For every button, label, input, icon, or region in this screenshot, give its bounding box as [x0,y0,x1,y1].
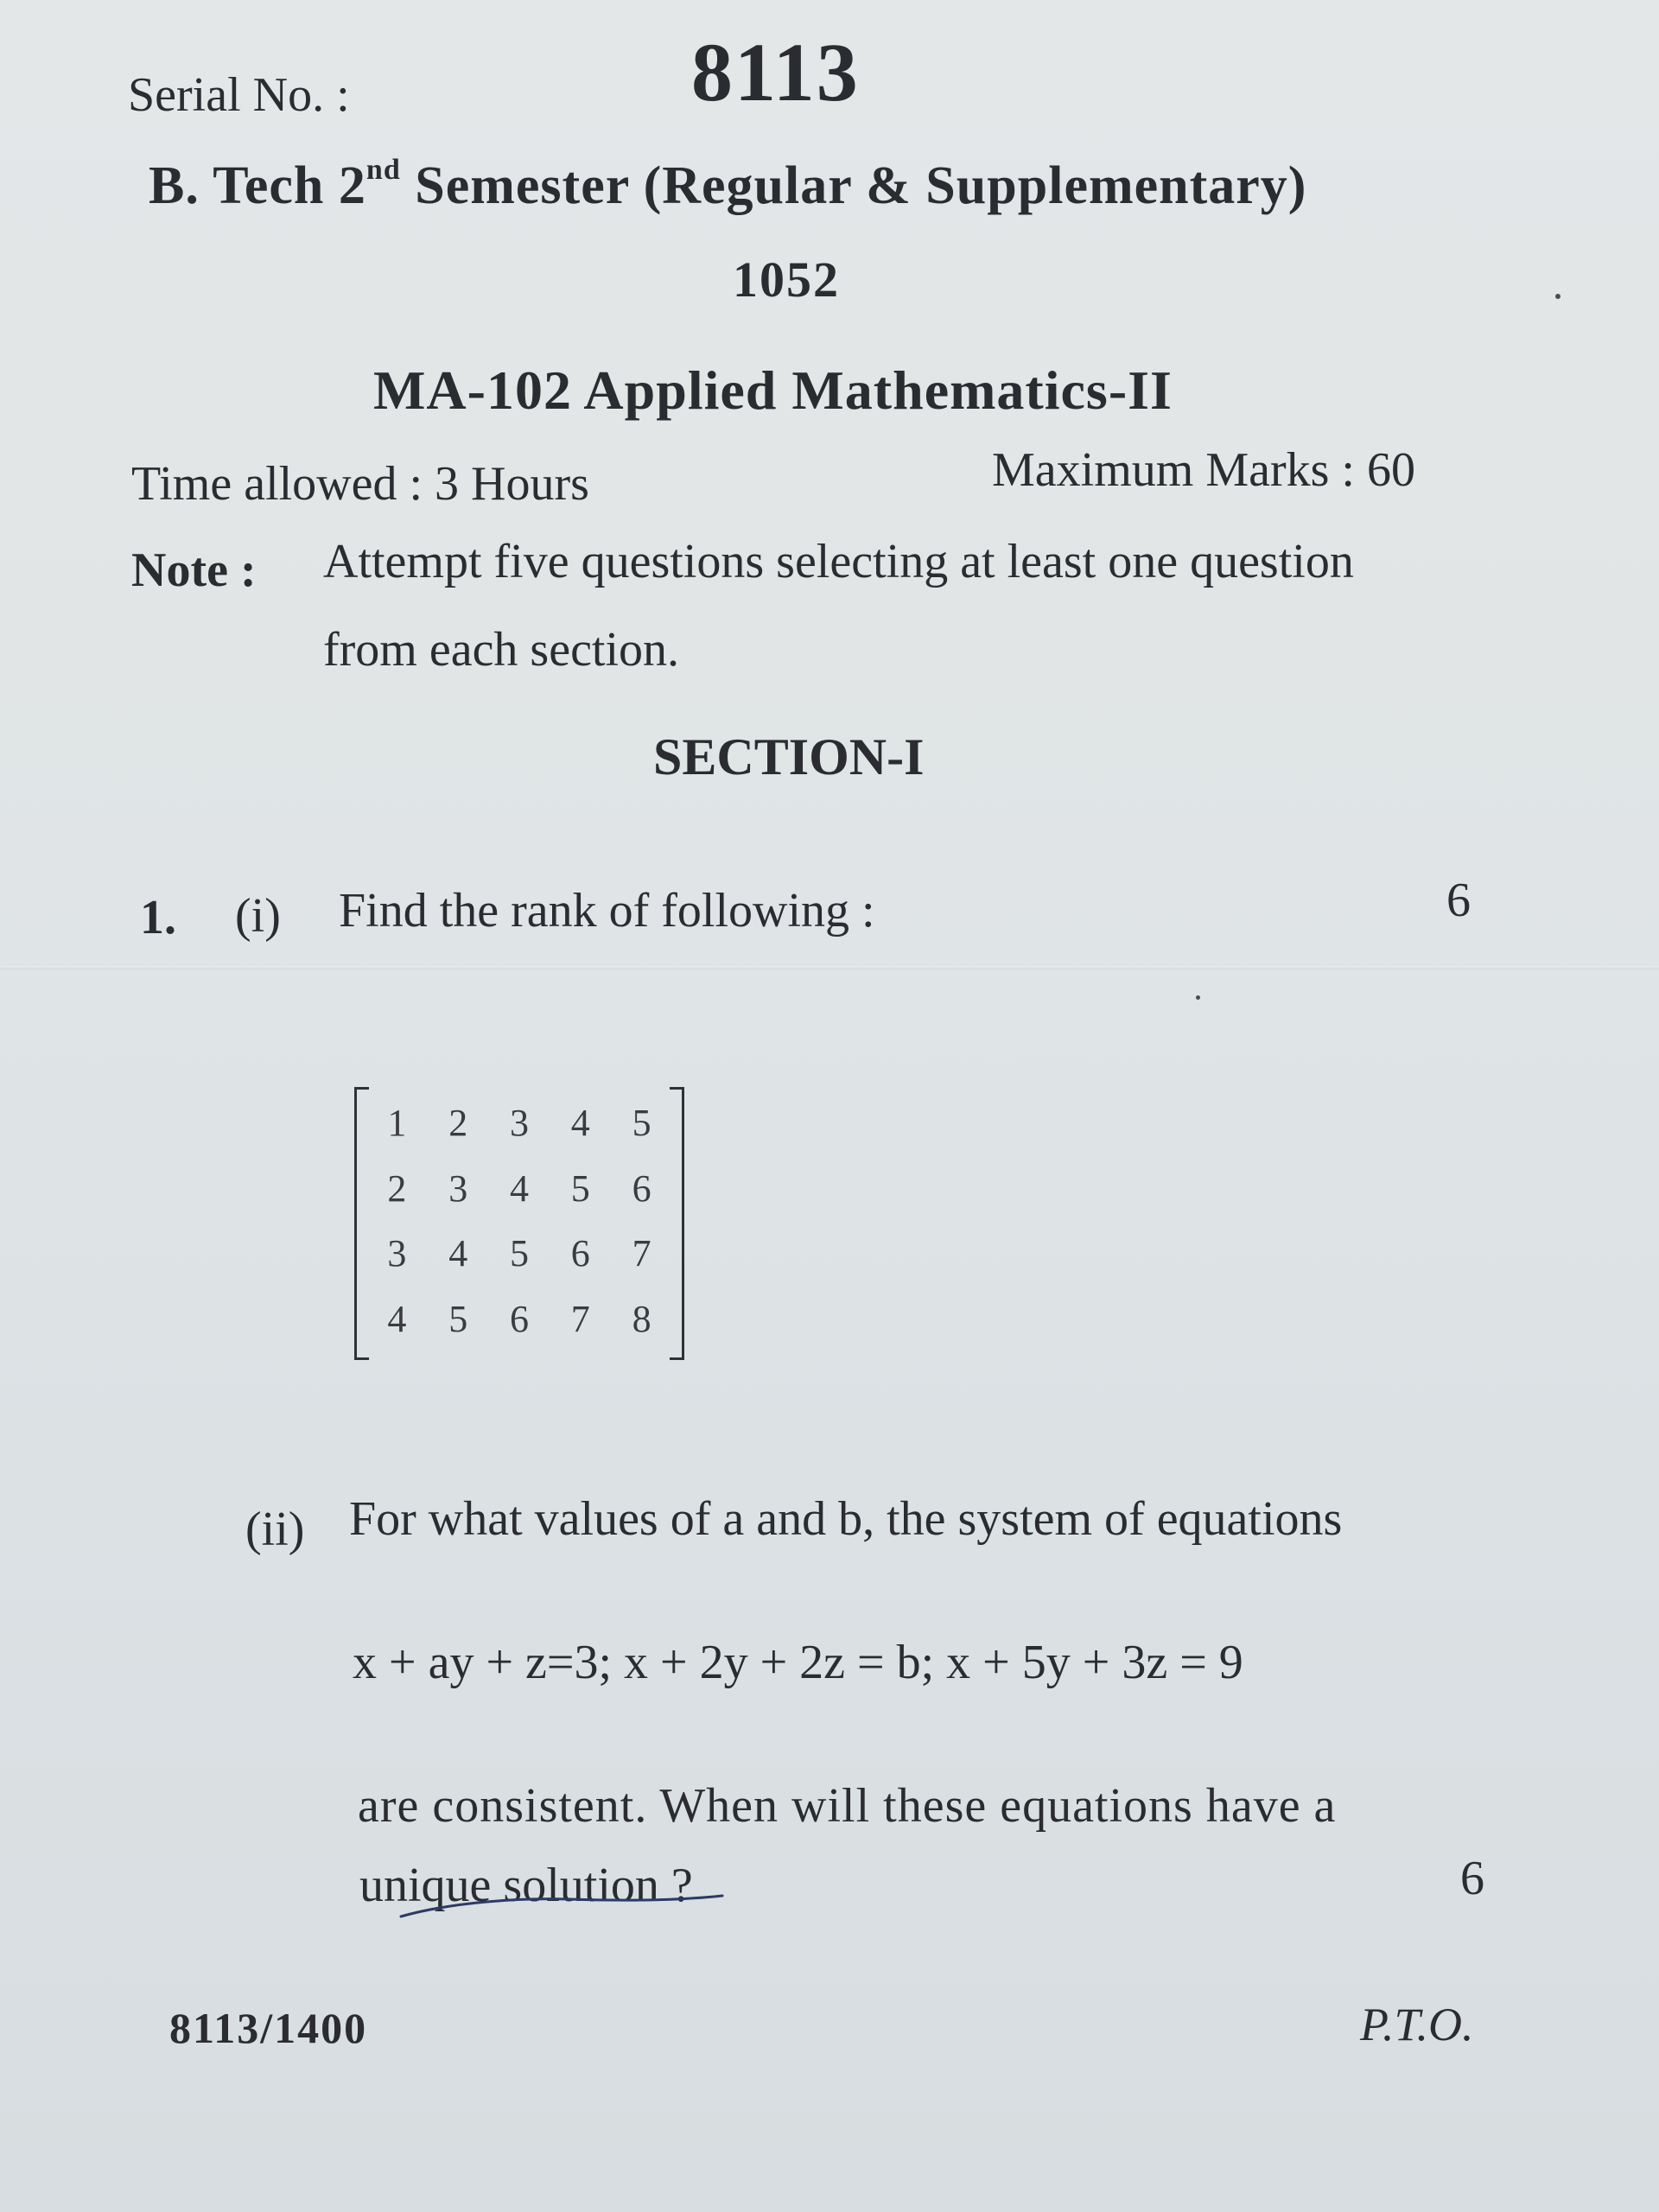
matrix-cell: 5 [632,1102,652,1145]
matrix-cell: 2 [448,1102,468,1145]
matrix-cell: 4 [448,1232,468,1275]
note-label: Note : [131,543,257,597]
matrix-cell: 7 [570,1297,590,1340]
program-superscript: nd [365,154,401,186]
matrix-cell: 3 [509,1102,529,1145]
paper-speck [1196,995,1200,1000]
serial-label: Serial No. : [128,68,350,122]
matrix-cell: 2 [387,1166,407,1210]
serial-number: 8113 [691,26,860,118]
question-part-label: (ii) [245,1503,305,1556]
matrix-cell: 7 [632,1232,652,1275]
matrix-grid [366,1090,672,1351]
matrix-cell: 5 [570,1166,590,1210]
question-part-text: Find the rank of following : [339,884,875,938]
note-text-line2: from each section. [323,623,680,677]
program-name: B. Tech 2 [149,156,366,215]
paper-code: 1052 [733,251,840,308]
matrix-cell: 5 [448,1297,468,1340]
question-part-label: (i) [235,889,281,943]
matrix-cell: 5 [509,1232,529,1275]
matrix-cell: 1 [387,1102,407,1145]
question-part-text-line4: unique solution ? [359,1859,693,1912]
footer-pto: P.T.O. [1360,1999,1474,2050]
question-number: 1. [140,891,176,944]
matrix-cell: 4 [387,1297,407,1340]
program-semester: Semester (Regular & Supplementary) [400,156,1307,215]
pen-underline-mark [397,1887,726,1922]
footer-code: 8113/1400 [169,2004,368,2052]
time-allowed: Time allowed : 3 Hours [131,457,589,511]
matrix-right-bracket [670,1087,684,1360]
matrix-cell: 8 [632,1297,652,1340]
matrix-cell: 3 [448,1166,468,1210]
equation-system: x + ay + z=3; x + 2y + 2z = b; x + 5y + 3z = 9 [353,1636,1243,1689]
note-text-line1: Attempt five questions selecting at least one question [323,535,1354,588]
matrix-cell: 6 [509,1297,529,1340]
matrix-cell: 6 [570,1232,590,1275]
matrix-cell: 4 [570,1102,590,1145]
matrix [354,1087,684,1355]
question-part-text-line3: are consistent. When will these equations have a [358,1779,1337,1833]
matrix-cell: 3 [387,1232,407,1275]
matrix-cell: 6 [632,1166,652,1210]
question-part-marks: 6 [1446,874,1471,927]
question-part-text-line1: For what values of a and b, the system of equations [349,1492,1343,1546]
subject-title: MA-102 Applied Mathematics-II [373,359,1173,421]
program-title [149,154,1306,217]
paper-fold-line [0,966,1659,969]
section-heading: SECTION-I [653,728,925,785]
paper-speck [1555,294,1560,299]
maximum-marks: Maximum Marks : 60 [992,443,1415,497]
matrix-cell: 4 [509,1166,529,1210]
question-part-marks: 6 [1460,1852,1484,1905]
